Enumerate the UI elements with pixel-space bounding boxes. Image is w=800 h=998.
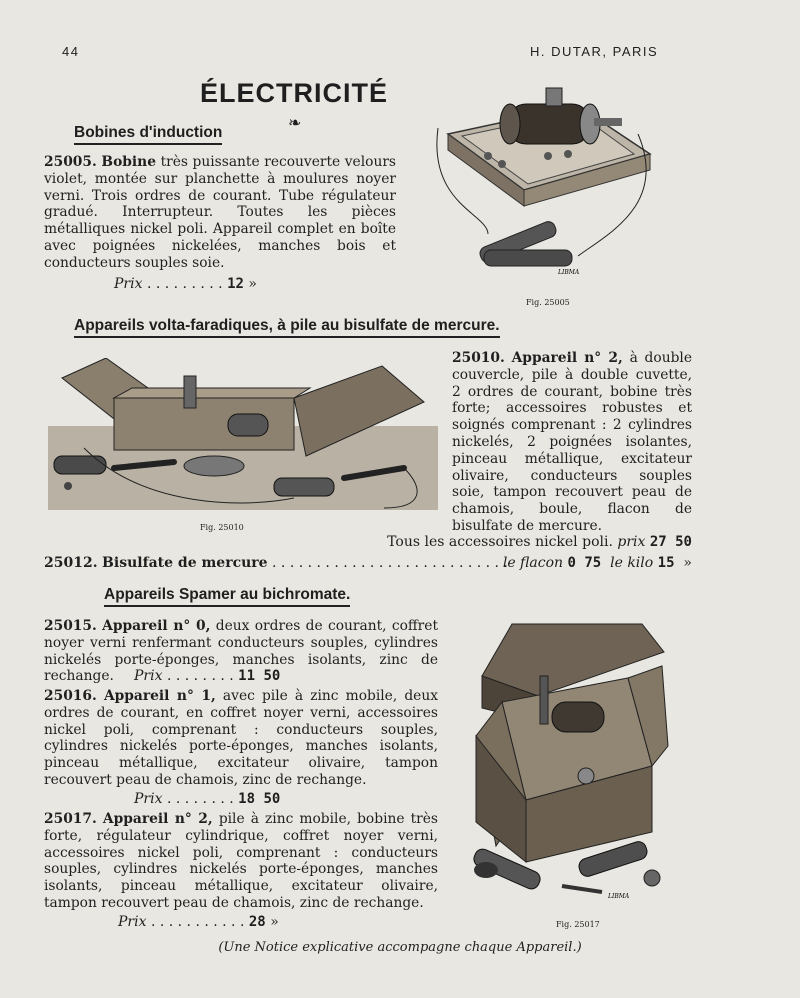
item-name: Appareil n° 0,: [102, 618, 211, 634]
item-name: Bisulfate de mercure: [102, 555, 268, 571]
item-name: Appareil n° 2,: [102, 811, 213, 827]
price-line-25016: [134, 791, 280, 807]
engraver-mark: LIBMA: [608, 893, 630, 900]
price-label: Prix: [134, 791, 163, 807]
item-code: 25015.: [44, 618, 97, 634]
item-name: Appareil n° 1,: [103, 688, 216, 704]
item-code: 25017.: [44, 811, 97, 827]
page-title: ÉLECTRICITÉ: [200, 78, 389, 108]
unit-kilo: le kilo: [610, 555, 654, 571]
price-value: 27 50: [649, 534, 692, 550]
item-25010: [452, 350, 692, 535]
price-unit: »: [270, 914, 279, 930]
item-25012: [44, 555, 692, 571]
price-unit: »: [683, 555, 692, 571]
unit-flacon: le flacon: [502, 555, 564, 571]
item-code: 25010.: [452, 350, 505, 366]
item-description: pile à zinc mobile, bobine très forte, régulateur cylindrique, coffret noyer verni, accessoires nickel poli, comprenant : conducteurs souples, cylindres nickelés porte-éponges, manches isolants, pinceau métallique, excitateur olivaire, tampon recouvert peau de chamois, zinc de rechange.: [44, 811, 438, 911]
price-value: 12: [227, 276, 244, 292]
price-line-25005: [114, 276, 257, 292]
accessories-price-line: [340, 534, 692, 550]
price-label: Prix: [118, 914, 147, 930]
figure-caption-25017: Fig. 25017: [556, 920, 600, 929]
item-code: 25012.: [44, 555, 98, 571]
price-value: 11 50: [238, 668, 281, 684]
item-name: Appareil n° 2,: [511, 350, 623, 366]
engraver-mark: LIBMA: [558, 269, 580, 276]
item-code: 25005.: [44, 154, 97, 170]
accessories-text: Tous les accessoires nickel poli.: [387, 534, 613, 550]
price-flacon: 0 75: [567, 555, 602, 571]
price-label: Prix: [134, 668, 163, 684]
page-number: 44: [62, 44, 80, 59]
item-description: deux ordres de courant, coffret noyer verni renfermant conducteurs souples, cylindres nickelés porte-éponges, manches isolants, zinc de rechange.: [44, 618, 438, 685]
footer-note: (Une Notice explicative accompagne chaque Appareil.): [218, 940, 582, 955]
item-name: Bobine: [101, 154, 156, 170]
fleuron-ornament: ❧: [288, 113, 302, 132]
price-value: 28: [248, 914, 266, 930]
price-line-25015: [134, 668, 280, 684]
price-label: Prix: [114, 276, 143, 292]
price-label: prix: [617, 534, 646, 550]
price-unit: »: [248, 276, 257, 292]
item-code: 25016.: [44, 688, 97, 704]
figure-caption-25005: Fig. 25005: [526, 298, 570, 307]
price-line-25017: [118, 914, 279, 930]
item-description: à double couvercle, pile à double cuvette, 2 ordres de courant, bobine très forte; accessoires robustes et soignés comprenant : 2 cylindres nickelés, 2 poignées isolantes, pinceau métallique, excitateur olivaire, conducteurs souples soie, tampon recouvert peau de chamois, boule, flacon de bisulfate de mercure.: [452, 350, 692, 534]
item-25005: [44, 154, 396, 272]
section-title-volta: Appareils volta-faradiques, à pile au bisulfate de mercure.: [74, 317, 500, 338]
figure-caption-25010: Fig. 25010: [200, 523, 244, 532]
price-dots: . . . . . . . . .: [146, 276, 223, 292]
item-25017: [44, 811, 438, 912]
price-dots: . . . . . . . .: [166, 791, 234, 807]
price-dots: . . . . . . . .: [166, 668, 234, 684]
spamer-apparatus-illustration: [452, 616, 682, 912]
price-dots: . . . . . . . . . . .: [150, 914, 245, 930]
induction-coil-illustration: [428, 84, 660, 290]
publisher-header: H. DUTAR, PARIS: [530, 44, 659, 59]
volta-faradic-apparatus-illustration: [44, 358, 444, 516]
item-description: très puissante recouverte velours violet, montée sur planchette à moulures noyer verni. Trois ordres de courant. Tube régulateur gradué. Interrupteur. Toutes les pièces métalliques nickel poli. Appareil complet en boîte avec poignées nickelées, manches bois et conducteurs souples soie.: [44, 154, 396, 271]
section-title-induction: Bobines d'induction: [74, 124, 222, 145]
item-description: avec pile à zinc mobile, deux ordres de courant, en coffret noyer verni, accessoires nickel poli, comprenant : conducteurs souples, cylindres nickelés porte-éponges, manches isolants, pinceau métallique, excitateur olivaire, tampon recouvert peau de chamois, zinc de rechange.: [44, 688, 438, 788]
price-kilo: 15: [657, 555, 675, 571]
price-value: 18 50: [238, 791, 281, 807]
section-title-spamer: Appareils Spamer au bichromate.: [104, 586, 350, 607]
item-25016: [44, 688, 438, 789]
price-dots: . . . . . . . . . . . . . . . . . . . . . . . . . . .: [272, 555, 508, 571]
